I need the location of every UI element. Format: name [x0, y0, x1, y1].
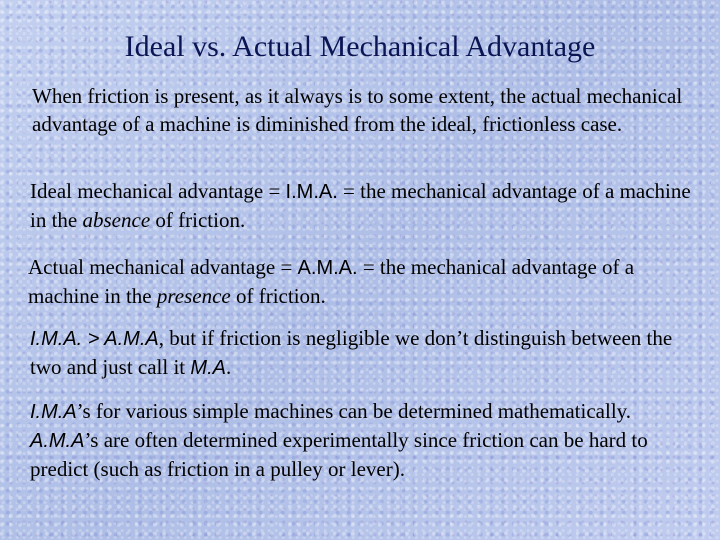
paragraph-mid: = the mechanical advantage of a machine in the	[30, 179, 691, 232]
paragraph-mid: ’s for various simple machines can be determined mathematically.	[76, 399, 632, 423]
paragraph-tail: of friction.	[230, 284, 326, 308]
paragraph-tail: of friction.	[150, 208, 246, 232]
ma-abbreviation: M.A	[190, 357, 226, 379]
paragraph-lead: Ideal mechanical advantage =	[30, 179, 286, 203]
ima-abbreviation: I.M.A.	[285, 181, 338, 203]
emphasis-presence: presence	[156, 284, 231, 308]
paragraph-determination	[30, 397, 700, 483]
ima-abbreviation: I.M.A	[30, 401, 77, 423]
paragraph-text: When friction is present, as it always is to some extent, the actual mechanical advantage of a machine is diminished from the ideal, frictionless case.	[32, 84, 683, 136]
paragraph-lead: Actual mechanical advantage =	[28, 255, 298, 279]
ama-abbreviation: A.M.A.	[297, 257, 358, 279]
slide-title: Ideal vs. Actual Mechanical Advantage	[124, 30, 596, 63]
paragraph-ideal-ma	[30, 177, 700, 234]
paragraph-tail: .	[225, 355, 232, 379]
emphasis-absence: absence	[82, 208, 151, 232]
paragraph-mid: = the mechanical advantage of a machine in the	[28, 255, 635, 308]
paragraph-mid: , but if friction is negligible we don’t distinguish between the two and just call it	[30, 326, 673, 379]
paragraph-ima-gt-ama	[30, 324, 700, 382]
ima-gt-ama-expression: I.M.A. > A.M.A	[30, 328, 159, 350]
paragraph-actual-ma	[28, 253, 698, 310]
paragraph-tail: ’s are often determined experimentally since friction can be hard to predict (such as friction in a pulley or lever).	[30, 428, 648, 481]
paragraph-friction-intro	[32, 82, 692, 138]
ama-abbreviation: A.M.A	[30, 430, 85, 452]
